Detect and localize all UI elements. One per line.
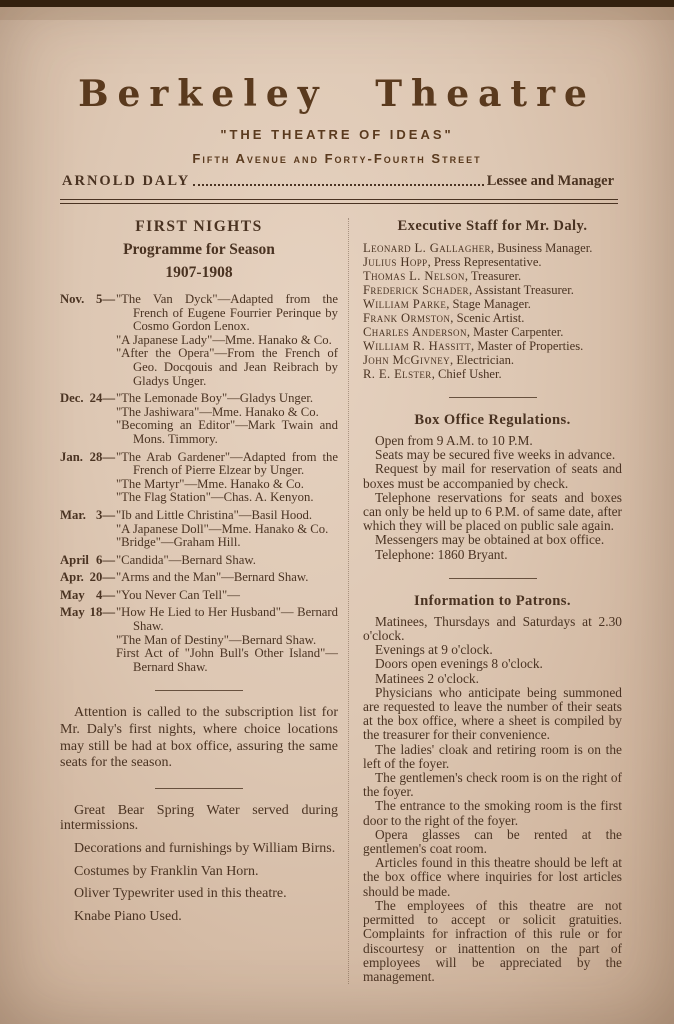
- staff-heading: Executive Staff for Mr. Daly.: [397, 218, 588, 234]
- entry-month: Jan.: [60, 449, 83, 464]
- staff-name: Julius Hopp: [363, 255, 428, 269]
- box-office-section: [363, 434, 622, 562]
- play-item: "The Man of Destiny"—Bernard Shaw.: [116, 632, 317, 647]
- play-item: "You Never Can Tell"—: [116, 587, 240, 602]
- entry-day: 18—: [89, 605, 115, 620]
- programme-entry: [60, 293, 338, 388]
- entry-items: [116, 606, 338, 674]
- staff-role: , Stage Manager.: [446, 297, 531, 311]
- entry-day: 24—: [89, 391, 115, 406]
- staff-name: William Parke: [363, 297, 447, 311]
- house-notice: Knabe Piano Used.: [74, 908, 182, 924]
- box-office-heading: Box Office Regulations.: [414, 412, 571, 428]
- play-item: First Act of "John Bull's Other Island"—Bernard Shaw.: [116, 646, 338, 674]
- staff-role: , Treasurer.: [464, 269, 522, 283]
- section-divider: [449, 397, 537, 398]
- entry-date: [60, 554, 116, 568]
- theatre-title: Berkeley Theatre: [78, 73, 596, 115]
- staff-member: [363, 325, 622, 339]
- play-item: "A Japanese Doll"—Mme. Hanako & Co.: [116, 521, 329, 536]
- entry-date: [60, 392, 116, 446]
- theatre-motto: "THE THEATRE OF IDEAS": [220, 127, 454, 142]
- entry-month: Apr.: [60, 570, 84, 585]
- staff-name: Charles Anderson: [363, 325, 467, 339]
- play-item: "The Flag Station"—Chas. A. Kenyon.: [116, 490, 314, 505]
- entry-items: [116, 554, 338, 568]
- staff-member: [363, 255, 622, 269]
- programme-subheading: Programme for Season: [123, 241, 275, 258]
- patron-info: The ladies' cloak and retiring room is on the left of the foyer.: [363, 741, 622, 771]
- patron-info: The entrance to the smoking room is the first door to the right of the foyer.: [363, 798, 622, 828]
- programme-entry: [60, 554, 338, 568]
- staff-role: , Master Carpenter.: [466, 325, 564, 339]
- staff-member: [363, 339, 622, 353]
- house-notice: Oliver Typewriter used in this theatre.: [74, 886, 287, 902]
- left-column: [60, 218, 349, 984]
- entry-day: 4—: [95, 587, 115, 602]
- theatre-address: Fifth Avenue and Forty-Fourth Street: [192, 151, 482, 166]
- box-office-telephone: Telephone: 1860 Bryant.: [375, 546, 508, 562]
- entry-month: Dec.: [60, 391, 84, 406]
- patron-info: Evenings at 9 o'clock.: [375, 642, 493, 658]
- season-years: 1907-1908: [165, 264, 233, 281]
- house-notice: Costumes by Franklin Van Horn.: [74, 863, 259, 879]
- entry-items: [116, 392, 338, 446]
- patron-info: Doors open evenings 8 o'clock.: [375, 656, 543, 672]
- patrons-section: [363, 615, 622, 984]
- entry-day: 28—: [89, 449, 115, 464]
- play-item: "How He Lied to Her Husband"— Bernard Shaw.: [116, 605, 338, 634]
- entry-date: [60, 571, 116, 585]
- staff-name: Frank Ormston: [363, 311, 451, 325]
- staff-role: , Press Representative.: [427, 255, 542, 269]
- patrons-heading: Information to Patrons.: [414, 592, 571, 609]
- patron-info: Physicians who anticipate being summoned are requested to leave the number of their seats at the box office, where a sheet is compiled by the treasurer for their convenience.: [363, 684, 622, 743]
- staff-role: , Business Manager.: [490, 241, 593, 255]
- play-item: "Becoming an Editor"—Mark Twain and Mons. Timmory.: [116, 418, 338, 446]
- entry-date: [60, 451, 116, 505]
- entry-items: [116, 589, 338, 603]
- two-column-layout: [60, 218, 622, 984]
- staff-name: Frederick Schader: [363, 283, 469, 297]
- play-item: "The Martyr"—Mme. Hanako & Co.: [116, 476, 304, 491]
- programme-entry: [60, 571, 338, 585]
- staff-member: [363, 367, 622, 381]
- programme-entry: [60, 451, 338, 505]
- entry-date: [60, 589, 116, 603]
- entry-month: April: [60, 552, 89, 567]
- staff-role: , Assistant Treasurer.: [468, 283, 574, 297]
- programme-entry: [60, 606, 338, 674]
- staff-member: [363, 283, 622, 297]
- section-divider: [155, 788, 243, 789]
- entry-items: [116, 451, 338, 505]
- double-rule: [60, 199, 618, 204]
- programme-entry: [60, 392, 338, 446]
- play-item: "The Arab Gardener"—Adapted from the French of Pierre Elzear by Unger.: [116, 449, 338, 478]
- entry-month: Mar.: [60, 507, 86, 522]
- entry-month: May: [60, 587, 85, 602]
- staff-name: John McGivney: [363, 353, 451, 367]
- right-column: [349, 218, 622, 984]
- patron-info: Opera glasses can be rented at the gentlemen's coat room.: [363, 826, 622, 857]
- play-item: "The Van Dyck"—Adapted from the French of Eugene Fourrier Perinque by Cosmo Gordon Lenox.: [116, 292, 338, 334]
- lessee-name: ARNOLD DALY: [62, 173, 191, 189]
- entry-items: [116, 571, 338, 585]
- section-divider: [449, 578, 537, 579]
- staff-name: Leonard L. Gallagher: [363, 241, 491, 255]
- house-notice: Great Bear Spring Water served during intermissions.: [60, 802, 338, 834]
- entry-items: [116, 293, 338, 388]
- entry-date: [60, 509, 116, 550]
- staff-name: William R. Hassitt: [363, 339, 472, 353]
- entry-day: 5—: [95, 292, 115, 306]
- masthead: [0, 0, 674, 204]
- entry-items: [116, 509, 338, 550]
- lessee-line: [62, 173, 614, 190]
- first-nights-heading: FIRST NIGHTS: [135, 218, 263, 235]
- programme-entry: [60, 509, 338, 550]
- box-office-rule: Messengers may be obtained at box office.: [375, 532, 605, 548]
- play-item: "The Jashiwara"—Mme. Hanako & Co.: [116, 404, 319, 419]
- house-notice: Decorations and furnishings by William Birns.: [74, 841, 336, 856]
- staff-role: , Scenic Artist.: [450, 311, 525, 325]
- staff-list: [363, 241, 622, 381]
- play-item: "After the Opera"—From the French of Geo. Docqouis and Jean Reibrach by Gladys Unger.: [116, 346, 338, 388]
- programme-entry: [60, 589, 338, 603]
- box-office-rule: Seats may be secured five weeks in advance.: [375, 447, 616, 463]
- staff-member: [363, 241, 622, 255]
- patron-info: Articles found in this theatre should be left at the box office where inquiries for lost articles should be made.: [363, 855, 622, 899]
- staff-member: [363, 353, 622, 367]
- patron-info: The gentlemen's check room is on the right of the foyer.: [363, 770, 622, 800]
- entry-month: May: [60, 605, 85, 620]
- play-item: "Candida"—Bernard Shaw.: [116, 552, 256, 567]
- staff-name: Thomas L. Nelson: [363, 269, 465, 283]
- staff-role: , Electrician.: [450, 353, 515, 367]
- entry-month: Nov.: [60, 292, 85, 306]
- box-office-rule: Telephone reservations for seats and boxes can only be held up to 6 P.M. of same date, after which they will be placed on public sale again.: [363, 489, 622, 534]
- lessee-title: Lessee and Manager: [486, 173, 614, 189]
- play-item: "Ib and Little Christina"—Basil Hood.: [116, 507, 313, 522]
- box-office-rule: Open from 9 A.M. to 10 P.M.: [375, 433, 533, 448]
- entry-day: 6—: [95, 552, 115, 567]
- subscription-notice: Attention is called to the subscription list for Mr. Daly's first nights, where choice locations may still be had at box office, assuring the same seats for the season.: [60, 705, 338, 771]
- patron-info: Matinees, Thursdays and Saturdays at 2.30 o'clock.: [363, 613, 622, 644]
- patron-info: Matinees 2 o'clock.: [375, 670, 479, 686]
- staff-member: [363, 311, 622, 325]
- staff-member: [363, 297, 622, 311]
- entry-day: 20—: [89, 570, 115, 585]
- staff-member: [363, 269, 622, 283]
- play-item: "Arms and the Man"—Bernard Shaw.: [116, 570, 309, 585]
- play-item: "A Japanese Lady"—Mme. Hanako & Co.: [116, 332, 332, 347]
- staff-role: , Chief Usher.: [431, 367, 502, 381]
- staff-name: R. E. Elster: [363, 367, 432, 381]
- patron-info: The employees of this theatre are not permitted to accept or solicit gratuities. Complaints for infraction of this rule or for discourtesy or inattention on the part of employees will be appreciated by the management.: [363, 897, 622, 984]
- section-divider: [155, 690, 243, 691]
- entry-date: [60, 293, 116, 388]
- play-item: "Bridge"—Graham Hill.: [116, 535, 241, 550]
- dotted-leader: [193, 184, 484, 186]
- box-office-rule: Request by mail for reservation of seats and boxes must be accompanied by check.: [363, 461, 622, 491]
- entry-date: [60, 606, 116, 674]
- entry-day: 3—: [95, 507, 115, 522]
- staff-role: , Master of Properties.: [471, 339, 584, 353]
- play-item: "The Lemonade Boy"—Gladys Unger.: [116, 391, 314, 406]
